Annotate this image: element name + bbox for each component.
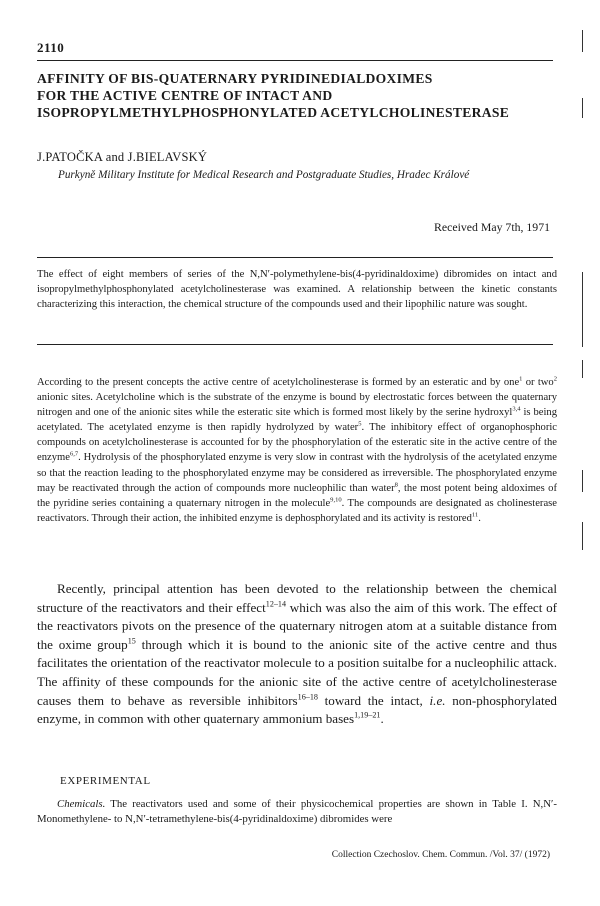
body-paragraph	[37, 580, 557, 729]
reference-marker: 16–18	[297, 692, 318, 702]
reference-marker: 11	[471, 511, 479, 519]
intro-paragraph	[37, 375, 557, 526]
reference-marker: 1,19–21	[354, 710, 381, 720]
scan-margin-mark	[582, 470, 583, 492]
abstract: The effect of eight members of series of the N,N′-polymethylene-bis(4-pyridinaldoxime) dibromides on intact and isopropylmethylphosphonylated acetylcholinesterase was examined. A relationship between the kinetic constants characterizing this interaction, the chemical structure of the compounds used and their lipophilic nature was sought.	[37, 269, 557, 311]
scan-margin-mark	[582, 30, 583, 52]
body-text: through which it is bound to the anionic site of the active centre and thus facilitates the orientation of the reactivator molecule to a position suitalbe for a nucleophilic attack. The affinity of these compounds for the anionic site of the active centre of acetylcholinesterase causes them to behave as reversible inhibitors	[37, 636, 557, 708]
reference-marker: 15	[127, 636, 136, 646]
reference-marker: 1	[519, 375, 523, 383]
reference-marker: 5	[358, 420, 362, 428]
reference-marker: 8	[394, 481, 398, 489]
received-date: Received May 7th, 1971	[434, 220, 550, 234]
reference-marker: 2	[553, 375, 557, 383]
title-line: ISOPROPYLMETHYLPHOSPHONYLATED ACETYLCHOLINESTERASE	[37, 105, 510, 120]
scan-margin-mark	[582, 272, 583, 347]
body-text: which was also the aim of this work. The effect of the reactivators pivots on the presence of the quaternary nitrogen atom at a suitable distance from the oxime group	[37, 599, 557, 652]
affiliation: Purkyně Military Institute for Medical Research and Postgraduate Studies, Hradec Králové	[58, 169, 470, 181]
intro-text: anionic sites. Acetylcholine which is the substrate of the enzyme is bound by electrostatic forces between the quaternary nitrogen and one of the anionic sites while the esteratic site which is formed most likely by the serine hydroxyl	[37, 392, 557, 419]
reference-marker: 9,10	[330, 496, 342, 504]
body-text: toward the intact,	[317, 692, 430, 708]
intro-text: .	[478, 512, 481, 524]
scan-margin-mark	[582, 360, 583, 378]
reference-marker: 12–14	[265, 599, 287, 609]
article-title	[37, 70, 557, 121]
experimental-text: The reactivators used and some of their physicochemical properties are shown in Table I. N,N′-Monomethylene- to N,N′-tetramethylene-bis(4-pyridinaldoxime) dibromides were	[37, 798, 557, 826]
intro-text: . The inhibitory effect of organophosphoric compounds on acetylcholinesterase is accounted for by the phosphorylation of the esteratic site in the active centre of the enzyme	[37, 422, 557, 464]
scan-margin-mark	[582, 98, 583, 118]
section-heading-experimental: EXPERIMENTAL	[60, 775, 151, 787]
authors: J.PATOČKA and J.BIELAVSKÝ	[37, 150, 208, 164]
italic-abbreviation: i.e.	[429, 692, 446, 708]
experimental-paragraph	[37, 797, 557, 828]
title-line: FOR THE ACTIVE CENTRE OF INTACT AND	[37, 88, 333, 103]
intro-text: or two	[522, 377, 554, 388]
intro-text: , the most potent being aldoximes of the pyridine series containing a quaternary nitrogen in the molecule	[37, 482, 558, 509]
title-line: AFFINITY OF BIS-QUATERNARY PYRIDINEDIALDOXIMES	[37, 71, 433, 86]
body-text: Recently, principal attention has been devoted to the relationship between the chemical structure of the reactivators and their effect	[37, 581, 557, 615]
reference-marker: 3,4	[512, 405, 521, 413]
abstract-top-rule	[37, 257, 553, 258]
header-rule	[37, 60, 553, 61]
page-number: 2110	[37, 40, 65, 55]
body-text: .	[380, 711, 384, 727]
reference-marker: 6,7	[69, 450, 79, 458]
intro-text: . Hydrolysis of the phosphorylated enzyme is very slow in contrast with the hydrolysis of the acetylated enzyme so that the reaction leading to the phosphorylated enzyme may be considered as irreversible. The phosphorylated enzyme may be reactivated through the action of compounds more nucleophilic than water	[37, 452, 557, 494]
scan-margin-mark	[582, 522, 583, 550]
intro-text: According to the present concepts the active centre of acetylcholinesterase is formed by an esteratic and by one	[37, 377, 520, 388]
journal-footer: Collection Czechoslov. Chem. Commun. /Vol. 37/ (1972)	[331, 850, 550, 860]
intro-text: is being acetylated. The acetylated enzyme is then rapidly hydrolyzed by water	[37, 407, 557, 434]
body-text: non-phosphorylated enzyme, in common with other quaternary ammonium bases	[37, 692, 557, 727]
abstract-bottom-rule	[37, 344, 553, 345]
intro-text: . The compounds are designated as cholinesterase reactivators. Through their action, the inhibited enzyme is dephosphorylated and its activity is restored	[37, 497, 557, 524]
run-in-heading: Chemicals.	[57, 798, 106, 810]
